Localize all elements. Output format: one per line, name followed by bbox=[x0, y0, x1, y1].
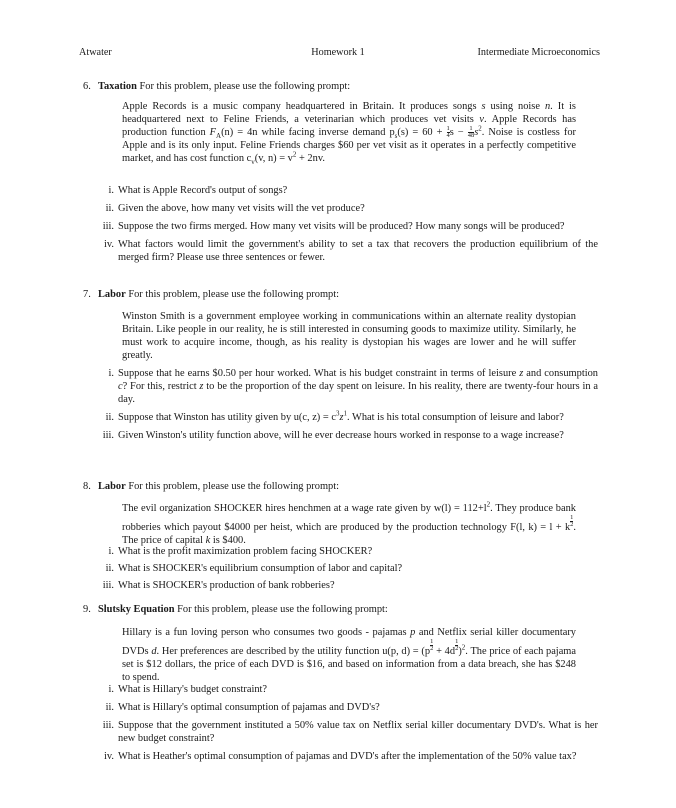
problem-6 bbox=[83, 80, 601, 93]
question-item: ii. Given the above, how many vet visits will the vet produce? bbox=[105, 203, 365, 215]
question-item: ii. What is Hillary's optimal consumption of pajamas and DVD's? bbox=[105, 702, 380, 714]
header-title: Homework 1 bbox=[311, 47, 365, 58]
question-item: i. What is the profit maximization problem facing SHOCKER? bbox=[108, 546, 373, 557]
problem-title: 8. Labor For this problem, please use the following prompt: bbox=[83, 481, 339, 492]
question-item: ii. What is SHOCKER's equilibrium consumption of labor and capital? bbox=[105, 563, 403, 575]
problem-9-questions bbox=[88, 683, 598, 763]
question-item: iii. Suppose that the government instituted a 50% value tax on Netflix serial killer documentary DVD's. What is her new budget constraint? bbox=[102, 720, 598, 745]
problem-6-questions bbox=[88, 184, 598, 264]
problem-7 bbox=[83, 288, 601, 301]
header-course: Intermediate Microeconomics bbox=[477, 47, 600, 58]
question-item: i. Suppose that he earns $0.50 per hour worked. What is his budget constraint in terms of leisure z and consumption c? For this, restrict z to be the proportion of the day spent on leisure. In his reality, there are twenty-four hours in a day. bbox=[108, 368, 598, 406]
question-item: iii. Suppose the two firms merged. How many vet visits will be produced? How many songs will be produced? bbox=[102, 221, 565, 233]
question-item: iv. What factors would limit the government's ability to set a tax that recovers the production equilibrium of the merged firm? Please use three sentences or fewer. bbox=[103, 239, 598, 264]
problem-8-questions bbox=[88, 545, 598, 592]
problem-7-prompt: Winston Smith is a government employee working in communications within an alternate reality dystopian Britain. Like people in our reality, he is still interested in consuming goods to maximize utility. Similarly, he must work to acquire income, though, as his reality is dystopian his wages are lower and he will suffer greatly. bbox=[122, 311, 576, 362]
problem-title: 6. Taxation For this problem, please use the following prompt: bbox=[83, 81, 351, 92]
question-item: iv. What is Heather's optimal consumption of pajamas and DVD's after the implementation of the 50% value tax? bbox=[103, 751, 577, 763]
question-item: iii. What is SHOCKER's production of bank robberies? bbox=[102, 580, 335, 592]
header-author: Atwater bbox=[79, 47, 112, 58]
problem-6-prompt: Apple Records is a music company headquartered in Britain. It produces songs s using noise n. It is headquartered next to Feline Friends, a veterinarian which produces vet visits v. Apple Records has production function $F_A(n) = 4n$ while facing inverse demand $p_s(s) = 60$ + $\frac{1}{4}$ s − $\frac{1}{48}$ $s^2$. Noise is costless for Apple and is its only input. Feline Friends charges $60 per vet visit as it operates in a perfectly competitive market, and has cost function $c_v(v$, $n) = v^2 + 2nv$. bbox=[122, 101, 576, 167]
problem-8 bbox=[83, 480, 601, 493]
question-item: iii. Given Winston's utility function above, will he ever decrease hours worked in response to a wage increase? bbox=[102, 430, 564, 442]
problem-7-questions bbox=[88, 367, 598, 442]
problem-9 bbox=[83, 603, 601, 616]
question-item: i. What is Apple Record's output of songs? bbox=[108, 185, 288, 196]
question-item: i. What is Hillary's budget constraint? bbox=[108, 684, 268, 695]
problem-9-prompt: Hillary is a fun loving person who consumes two goods - pajamas p and Netflix serial killer documentary DVDs d. Her preferences are described by the utility function u(p, d) = (p $\frac{1}{2}$ + 4d $\frac{1}{2}$ )$^2$. The price of each pajama set is $12 dollars, the price of each DVD is $16, and based on information from a data breach, she has $248 to spend. bbox=[122, 627, 577, 684]
question-item: ii. Suppose that Winston has utility given by u(c, $z) = c^3z^1$. What is his total consumption of leisure and labor? bbox=[105, 409, 564, 424]
problem-title: 9. Slutsky Equation For this problem, please use the following prompt: bbox=[83, 604, 388, 615]
problem-8-prompt: The evil organization SHOCKER hires henchmen at a wage rate given by $w(l) = 112+l^2$. They produce bank robberies which payout $4000 per heist, which are produced by the production technology F(l, k) = l + k $\frac{1}{2}$ . The price of capital k is $400. bbox=[122, 500, 576, 547]
problem-title: 7. Labor For this problem, please use the following prompt: bbox=[83, 289, 339, 300]
